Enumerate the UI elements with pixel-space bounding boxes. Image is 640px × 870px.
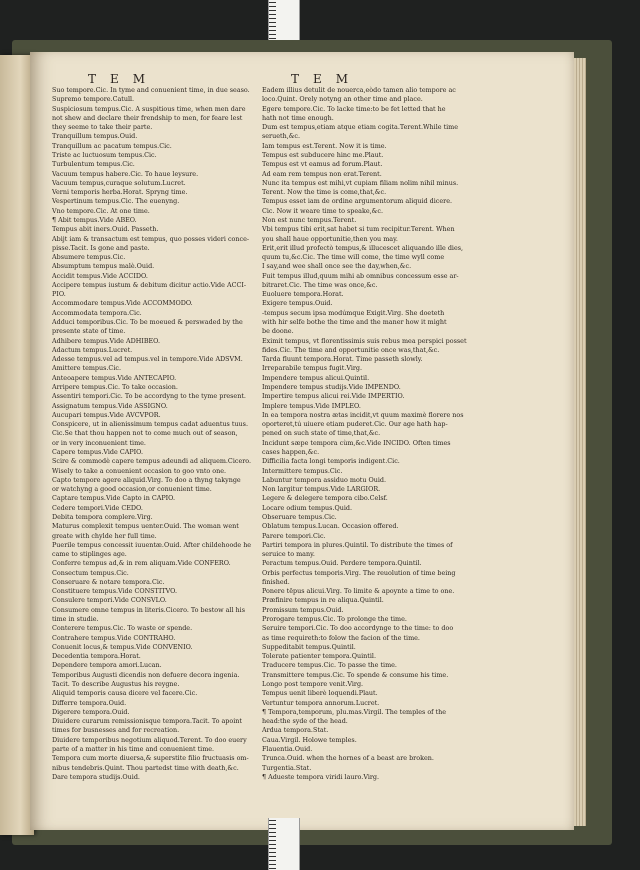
text-line: Iam tempus est.Terent. Now it is time. xyxy=(262,141,387,150)
text-line: Terent. Now the time is come,that,&c. xyxy=(262,188,387,197)
text-line: time in studie. xyxy=(52,615,99,624)
text-line: Temporibus Augusti dicendis non defuere decora ingenia. xyxy=(52,670,240,679)
text-line: Trunca.Ouid. when the hornes of a beast are broken. xyxy=(262,754,434,763)
text-line: cases happen,&c. xyxy=(262,447,320,456)
text-line: parte of a matter in his time and conuenient time. xyxy=(52,744,215,753)
text-line: Tolerate patienter tempora.Quintil. xyxy=(262,652,376,661)
text-line: Accommodare tempus.Vide ACCOMMODO. xyxy=(52,299,193,308)
text-line: with hir selfe bothe the time and the maner how it might xyxy=(262,318,447,327)
text-line: greate with chylde her full time. xyxy=(52,531,157,540)
text-line: Dare tempora studijs.Ouid. xyxy=(52,772,140,781)
text-line: ¶ Abit tempus.Vide ABEO. xyxy=(52,215,137,224)
text-line: Adduci temporibus.Cic. To be moeued & perswaded by the xyxy=(52,318,243,327)
text-line: Vacuum tempus habere.Cic. To haue leysure. xyxy=(52,169,199,178)
text-line: head:the syde of the head. xyxy=(262,717,348,726)
text-line: Euoluere tempora.Horat. xyxy=(262,290,344,299)
text-line: Vertuntur tempora annorum.Lucret. xyxy=(262,698,380,707)
text-line: Accidit tempus.Vide ACCIDO. xyxy=(52,271,148,280)
text-line: or watchyng a good occasion,or conuenient time. xyxy=(52,485,212,494)
text-line: Assignatum tempus.Vide ASSIGNO. xyxy=(52,401,168,410)
text-line: Peractum tempus.Ouid. Perdere tempora.Quintil. xyxy=(262,559,422,568)
text-line: Maturus complexit tempus uenter.Ouid. The woman went xyxy=(52,522,239,531)
measuring-ruler-top xyxy=(268,0,300,44)
text-line: Ad eam rem tempus non erat.Terent. xyxy=(262,169,382,178)
text-line: quum tu,&c.Cic. The time will come, the time wyll come xyxy=(262,253,445,262)
text-line: Cic. Now it weare time to speake,&c. xyxy=(262,206,383,215)
text-line: Longo post tempore venit.Virg. xyxy=(262,680,364,688)
text-line: Tempus esset iam de ordine argumentorum aliquid dicere. xyxy=(262,197,453,206)
text-line: seruice to many. xyxy=(262,550,315,559)
text-line: Dependere tempora amori.Lucan. xyxy=(52,661,162,670)
text-line: serueth,&c. xyxy=(262,132,301,141)
text-line: Capto tempore agere aliquid.Virg. To doo a thyng takynge xyxy=(52,475,241,484)
text-line: fides.Cic. The time and opportunitie once was,that,&c. xyxy=(262,345,440,354)
text-line: Ponere tēpus alicui.Virg. To limite & apoynte a time to one. xyxy=(262,587,455,596)
facing-page-edge xyxy=(0,55,34,835)
text-line: Promissum tempus.Ouid. xyxy=(262,605,344,614)
text-line: Egere tempore.Cic. To lacke time:to be fet letted that he xyxy=(262,104,446,113)
left-text-column xyxy=(52,86,288,782)
text-line: Constituere tempus.Vide CONSTITVO. xyxy=(52,587,178,596)
text-line: Anteoapere tempus.Vide ANTECAPIO. xyxy=(52,373,177,382)
text-line: Tranquillum ac pacatum tempus.Cic. xyxy=(52,141,172,150)
text-line: Puerile tempus concessit iuuentæ.Ouid. After childehoode he xyxy=(52,540,252,549)
text-line: Irreparabile tempus fugit.Virg. xyxy=(262,364,363,373)
text-line: Intermittere tempus.Cic. xyxy=(262,466,343,475)
text-line: you shall haue opportunitie,then you may. xyxy=(262,234,398,243)
text-line: times for busnesses and for recreation. xyxy=(52,726,180,735)
text-line: they seeme to take their parte. xyxy=(52,123,153,132)
text-line: Transmittere tempus.Cic. To spende & consume his time. xyxy=(262,670,449,679)
text-line: Cedere tempori.Vide CEDO. xyxy=(52,503,143,512)
text-line: loco.Quint. Orely notyng an other time and place. xyxy=(262,95,423,104)
text-line: Ardua tempora.Stat. xyxy=(262,726,329,735)
text-line: Tempus est vt eamus ad forum.Plaut. xyxy=(262,160,383,169)
text-line: Traducere tempus.Cic. To passe the time. xyxy=(262,661,397,670)
text-line: PIO. xyxy=(52,290,66,299)
text-line: Obseruare tempus.Cic. xyxy=(262,512,337,521)
text-line: In ea tempora nostra ætas incidit,vt quum maximè florere nos xyxy=(262,410,464,419)
page-fore-edge xyxy=(574,58,586,826)
text-line: Turgentia.Stat. xyxy=(262,763,312,772)
text-line: Conterere tempus.Cic. To waste or spende. xyxy=(52,624,193,633)
text-line: hath not time enough. xyxy=(262,113,334,122)
text-line: Conseruare & notare tempora.Cic. xyxy=(52,577,165,586)
text-line: Suspiciosum tempus.Cic. A suspitious time, when men dare xyxy=(52,104,246,113)
text-line: Impendere tempus alicui.Quintil. xyxy=(262,373,370,382)
text-line: Verni temporis herba.Horat. Spryng time. xyxy=(52,188,188,197)
text-line: Conferre tempus ad,& in rem aliquam.Vide CONFERO. xyxy=(52,559,231,568)
text-line: presente state of time. xyxy=(52,327,126,336)
text-line: Locare odium tempus.Quid. xyxy=(262,503,352,512)
text-line: Digerere tempora.Ouid. xyxy=(52,707,130,716)
text-line: ¶ Adueste tempora viridi lauro.Virg. xyxy=(262,772,380,781)
text-line: finished. xyxy=(262,577,290,586)
text-line: Conspicere, ut in alienissimum tempus cadat aduentus tuus. xyxy=(52,420,248,429)
text-line: Accipere tempus iustum & debitum dicitur actio.Vide ACCI- xyxy=(52,280,247,289)
text-line: Tempora cum morte diuersa,& superstite filio fructuasis om- xyxy=(52,754,249,763)
running-head-left: TEM xyxy=(88,72,160,86)
text-line: Prorogare tempus.Cic. To prolonge the time. xyxy=(262,615,407,624)
text-line: -tempus secum ipsa modúmque Exigit.Virg. She doeteth xyxy=(262,308,445,317)
text-line: Implere tempus.Vide IMPLEO. xyxy=(262,401,361,410)
text-line: Aliquid temporis causa dicere vel facere.Cic. xyxy=(52,689,198,698)
text-line: Parere tempori.Cic. xyxy=(262,531,326,540)
text-line: Vno tempore.Cic. At one time. xyxy=(52,206,150,215)
text-line: nibus tendebris.Quint. Thou partedst time with death,&c. xyxy=(52,763,239,772)
text-line: Orbis perfectus temporis.Virg. The reuolution of time being xyxy=(262,568,456,577)
text-line: Eximit tempus, vt florentissimis suis rebus mea perspici posset xyxy=(262,336,467,345)
text-line: Impertire tempus alicui rei.Vide IMPERTIO. xyxy=(262,392,405,401)
text-line: Suppeditabit tempus.Quintil. xyxy=(262,642,356,651)
text-line: Incidunt sæpe tempora cùm,&c.Vide INCIDO. Often times xyxy=(262,438,451,447)
text-line: Absumere tempus.Cic. xyxy=(52,253,126,262)
measuring-ruler-bottom xyxy=(268,818,300,870)
text-line: Dum est tempus,etiam atque etiam cogita.Terent.While time xyxy=(262,123,459,132)
text-line: Amittere tempus.Cic. xyxy=(52,364,121,373)
text-line: Erit,erit illud profectò tempus,& illucescet aliquando ille dies, xyxy=(262,243,464,252)
text-line: Turbulentum tempus.Cic. xyxy=(52,160,135,169)
text-line: Vacuum tempus,curaque solutum.Lucret. xyxy=(52,178,186,187)
text-line: oporteret,tú uiuere etiam puderet.Cic. Our age hath hap- xyxy=(262,420,448,429)
text-line: Differre tempora.Ouid. xyxy=(52,698,127,707)
text-line: Diuidere temporibus negotium aliquod.Terent. To doo euery xyxy=(52,735,247,744)
text-line: not shew and declare their frendship to men, for feare lest xyxy=(52,113,243,122)
text-line: Supremo tempore.Catull. xyxy=(52,95,135,104)
text-line: Aucupari tempus.Vide AVCVPOR. xyxy=(52,410,161,419)
text-line: Suo tempore.Cic. In tyme and conuenient time, in due seaso. xyxy=(52,86,250,94)
text-line: or in very inconuenient time. xyxy=(52,438,146,447)
text-line: Adactum tempus.Lucret. xyxy=(52,345,133,354)
text-line: Non largitur tempus.Vide LARGIOR. xyxy=(262,485,381,494)
text-line: Non est nunc tempus.Terent. xyxy=(262,215,357,224)
text-line: Accommodata tempora.Cic. xyxy=(52,308,142,317)
text-line: Capere tempus.Vide CAPIO. xyxy=(52,447,144,456)
text-line: Seruire tempori.Cic. To doo accordynge to the time: to doo xyxy=(262,624,454,633)
text-line: Abijt iam & transactum est tempus, quo posses videri conce- xyxy=(52,234,250,243)
text-line: Diuidere curarum remissionisque tempora.Tacit. To apoint xyxy=(52,717,242,726)
text-line: Vbi tempus tibi erit,sat habet si tum recipitur.Terent. When xyxy=(262,225,455,234)
text-line: Tempus est subducere hinc me.Plaut. xyxy=(262,150,384,159)
text-line: Nunc ita tempus est mihi,vt cupiam filiam nolim nihil minus. xyxy=(262,178,459,187)
text-line: Absumptum tempus malè.Ouid. xyxy=(52,262,155,271)
text-line: Cic.Se that thou happen not to come much out of season, xyxy=(52,429,238,438)
text-line: Eadem illius detulit de nouerca,eòdo tamen alio tempore ac xyxy=(262,86,456,94)
text-line: Tacit. To describe Augustus his reygne. xyxy=(52,680,180,688)
text-line: Legere & delegere tempora cibo.Celsf. xyxy=(262,494,388,503)
text-line: Caua.Virgil. Holowe temples. xyxy=(262,735,357,744)
text-line: Impendere tempus studijs.Vide IMPENDO. xyxy=(262,383,401,391)
text-line: Debita tempora complere.Virg. xyxy=(52,512,153,521)
text-line: Præfinire tempus in re aliqua.Quintil. xyxy=(262,596,384,605)
text-line: Arripere tempus.Cic. To take occasion. xyxy=(52,383,178,391)
text-line: Partiri tempora in plures.Quintil. To distribute the times of xyxy=(262,540,453,549)
text-line: Consumere omne tempus in literis.Cicero. To bestow all his xyxy=(52,605,245,614)
text-line: ¶ Tempora,temporum, plu.mas.Virgil. The temples of the xyxy=(262,707,447,716)
running-head-right: TEM xyxy=(291,72,363,86)
text-line: Tempus abit iners.Ouid. Passeth. xyxy=(52,225,159,234)
text-line: Contrahere tempus.Vide CONTRAHO. xyxy=(52,633,176,642)
text-line: I say,and wee shall once see the day,when,&c. xyxy=(262,262,412,271)
text-line: Triste ac luctuosum tempus.Cic. xyxy=(52,150,157,159)
text-line: Decedentia tempora.Horat. xyxy=(52,652,141,661)
text-line: Exigere tempus.Ouid. xyxy=(262,299,333,308)
text-line: Consulere tempori.Vide CONSVLO. xyxy=(52,596,167,605)
text-line: Fuit tempus illud,quum mihi ab omnibus concessum esse ar- xyxy=(262,271,459,280)
text-line: Oblatum tempus.Lucan. Occasion offered. xyxy=(262,522,399,531)
text-line: Assentiri tempori.Cic. To be accordyng to the tyme present. xyxy=(52,392,246,401)
text-line: Tranquillum tempus.Ouid. xyxy=(52,132,138,141)
text-line: Conuenit locus,& tempus.Vide CONVENIO. xyxy=(52,642,193,651)
text-line: bitraret.Cic. The time was once,&c. xyxy=(262,280,378,289)
text-line: Tempus uenit liberè loquendi.Plaut. xyxy=(262,689,378,698)
text-line: Scire & commodè capere tempus adeundi ad aliquem.Cicero. xyxy=(52,457,252,466)
text-line: Vespertinum tempus.Cic. The euenyng. xyxy=(52,197,180,206)
text-line: Captare tempus.Vide Capto in CAPIO. xyxy=(52,494,176,503)
text-line: be doone. xyxy=(262,327,294,336)
text-line: pened on such state of time,that,&c. xyxy=(262,429,381,438)
text-line: Flauentia.Ouid. xyxy=(262,744,313,753)
text-line: pisse.Tacit. Is gone and paste. xyxy=(52,243,150,252)
text-line: came to stiplinges age. xyxy=(52,550,127,559)
text-line: Labuntur tempora assiduo motu Ouid. xyxy=(262,475,387,484)
text-line: Tarda fluunt tempora.Horat. Time passeth slowly. xyxy=(262,355,423,364)
text-line: Difficilia facta longi temporis indigent.Cic. xyxy=(262,457,400,466)
text-line: as time requireth:to folow the facion of the time. xyxy=(262,633,420,642)
text-line: Wisely to take a conuenient occasion to goo vnto one. xyxy=(52,466,227,475)
text-line: Adesse tempus.vel ad tempus.vel in tempore.Vide ADSVM. xyxy=(52,355,243,364)
text-line: Consectum tempus.Cic. xyxy=(52,568,129,577)
right-text-column xyxy=(262,86,498,782)
text-line: Adhibere tempus.Vide ADHIBEO. xyxy=(52,336,161,345)
